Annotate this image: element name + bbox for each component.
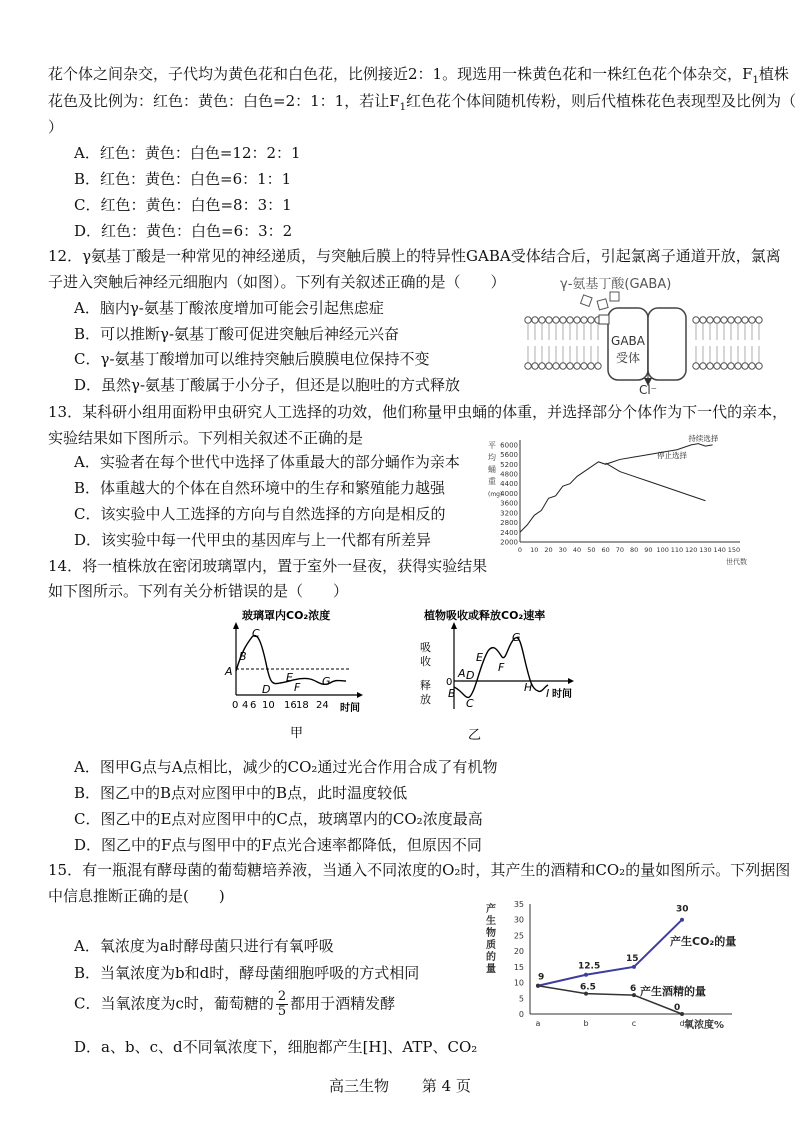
lipid-head: [735, 363, 741, 369]
x-tick-label: 150: [727, 546, 741, 554]
q13-option-b[interactable]: B．体重越大的个体在自然环境中的生存和繁殖能力越强: [74, 479, 446, 497]
q13-option-d[interactable]: D．该实验中每一代甲虫的基因库与上一代都有所差异: [74, 531, 432, 549]
q13-stem-line-2: 实验结果如下图所示。下列相关叙述不正确的是: [48, 429, 364, 447]
lipid-head: [595, 363, 601, 369]
y-tick-label: 6000: [500, 441, 518, 450]
y-label-char: 物: [486, 928, 496, 939]
y-tick-label: 4400: [500, 480, 518, 489]
series-label: 持续选择: [688, 434, 719, 444]
lipid-head: [546, 363, 552, 369]
x-tick-label: 120: [684, 546, 698, 554]
svg-text:E: E: [476, 651, 483, 664]
q15-stem-line-2: 中信息推断正确的是( ): [48, 887, 225, 905]
q12-option-d[interactable]: D．虽然γ-氨基丁酸属于小分子，但还是以胞吐的方式释放: [74, 376, 461, 394]
x-tick-label: 140: [713, 546, 726, 554]
y-tick-label: 3200: [500, 509, 518, 518]
y-label-char: 生: [486, 916, 496, 927]
data-label: 30: [676, 904, 689, 915]
lipid-head: [532, 317, 538, 323]
svg-text:10: 10: [262, 700, 275, 711]
x-axis-label: 氧浓度%: [684, 1020, 725, 1031]
lipid-head: [546, 317, 552, 323]
lipid-head: [721, 317, 727, 323]
y-tick-label: 2800: [500, 519, 518, 528]
svg-text:时间: 时间: [552, 689, 572, 700]
q11-option-a[interactable]: A．红色：黄色：白色=12：2：1: [74, 144, 301, 162]
receptor-right: [648, 308, 686, 380]
lipid-head: [567, 317, 573, 323]
q15-option-d[interactable]: D．a、b、c、d不同氧浓度下，细胞都产生[H]、ATP、CO₂: [74, 1038, 478, 1056]
q12-option-a[interactable]: A．脑内γ-氨基丁酸浓度增加可能会引起焦虑症: [74, 299, 384, 317]
q15-stem-line-1: 15．有一瓶混有酵母菌的葡萄糖培养液，当通入不同浓度的O₂时，其产生的酒精和CO₂的量如图所示。下列据图: [48, 861, 791, 879]
svg-text:0: 0: [232, 700, 239, 711]
q14-option-c[interactable]: C．图乙中的E点对应图甲中的C点，玻璃罩内的CO₂浓度最高: [74, 810, 483, 828]
y-tick-label: 20: [513, 947, 524, 957]
lipid-head: [693, 317, 699, 323]
svg-text:F: F: [294, 681, 301, 694]
lipid-head: [735, 317, 741, 323]
x-tick-label: 50: [587, 546, 596, 554]
svg-text:A: A: [225, 665, 233, 678]
gaba-label: γ-氨基丁酸(GABA): [560, 277, 672, 292]
lipid-head: [728, 317, 734, 323]
svg-text:收: 收: [420, 655, 431, 668]
q15-option-c[interactable]: C．当氧浓度为c时，葡萄糖的 $\frac{2}{5}$ 都用于酒精发酵: [74, 989, 396, 1019]
data-label: 6.5: [580, 982, 596, 993]
svg-text:G: G: [512, 631, 521, 644]
data-label: 6: [630, 984, 637, 995]
svg-text:放: 放: [420, 693, 431, 706]
lipid-head: [525, 363, 531, 369]
x-tick-label: 0: [517, 546, 523, 554]
data-label: 9: [538, 972, 545, 983]
lipid-head: [728, 363, 734, 369]
lipid-head: [588, 363, 594, 369]
q12-option-b[interactable]: B．可以推断γ-氨基丁酸可促进突触后神经元兴奋: [74, 325, 400, 343]
data-point: [584, 973, 588, 977]
lipid-head: [707, 317, 713, 323]
x-tick-label: a: [535, 1019, 541, 1028]
lipid-head: [756, 363, 762, 369]
q12-option-c[interactable]: C．γ-氨基丁酸增加可以维持突触后膜膜电位保持不变: [74, 350, 430, 368]
fig-b-title: 植物吸收或释放CO₂速率: [424, 609, 546, 622]
lipid-head: [714, 317, 720, 323]
lipid-head: [539, 317, 545, 323]
svg-text:6: 6: [250, 700, 257, 711]
x-axis-label: 世代数: [726, 558, 747, 566]
footer-page-number: 第 4 页: [421, 1077, 471, 1095]
yeast-respiration-chart: [482, 896, 752, 1044]
lipid-head: [588, 317, 594, 323]
y-tick-label: 10: [513, 978, 524, 988]
svg-text:I: I: [546, 687, 550, 700]
svg-text:C: C: [466, 697, 474, 710]
y-label-char: 重: [488, 477, 496, 486]
lipid-head: [574, 363, 580, 369]
svg-text:16: 16: [284, 700, 297, 711]
y-label-char: 的: [486, 952, 496, 963]
q11-stem-line-2: 花色及比例为：红色：黄色：白色=2：1：1，若让$F_1$红色花个体间随机传粉，则后代植株花色表现型及比例为（: [48, 92, 796, 113]
lipid-head: [553, 363, 559, 369]
x-tick-label: 60: [601, 546, 610, 554]
lipid-head: [693, 363, 699, 369]
data-point: [680, 918, 684, 922]
y-tick-label: 0: [518, 1010, 524, 1019]
lipid-head: [567, 363, 573, 369]
svg-text:F: F: [498, 661, 505, 674]
svg-text:时间: 时间: [340, 703, 360, 714]
lipid-head: [581, 363, 587, 369]
lipid-head: [700, 363, 706, 369]
x-tick-label: 40: [572, 546, 582, 554]
lipid-head: [532, 363, 538, 369]
lipid-head: [721, 363, 727, 369]
x-tick-label: 100: [656, 546, 669, 554]
y-label-char: 均: [488, 453, 496, 462]
data-point: [632, 965, 636, 969]
svg-text:B: B: [448, 687, 456, 700]
data-label: 15: [626, 953, 639, 964]
page-footer: [0, 1075, 800, 1096]
q13-option-c[interactable]: C．该实验中人工选择的方向与自然选择的方向是相反的: [74, 505, 446, 523]
lipid-head: [581, 317, 587, 323]
y-tick-label: 2000: [500, 538, 518, 547]
data-point: [680, 1012, 684, 1016]
q12-stem-line-1: 12．γ氨基丁酸是一种常见的神经递质，与突触后膜上的特异性GABA受体结合后，引起氯离子通道开放，氯离: [48, 247, 781, 265]
q13-stem-line-1: 13．某科研小组用面粉甲虫研究人工选择的功效，他们称量甲虫蛹的体重，并选择部分个体作为下一代的亲本，: [48, 403, 788, 421]
svg-text:0: 0: [446, 677, 453, 688]
fig-a-title: 玻璃罩内CO₂浓度: [242, 609, 331, 622]
svg-text:受体: 受体: [615, 351, 641, 365]
y-tick-label: 30: [513, 915, 524, 925]
y-tick-label: 3600: [500, 499, 518, 508]
lipid-head: [707, 363, 713, 369]
svg-text:释: 释: [420, 679, 431, 692]
svg-text:吸: 吸: [420, 641, 431, 654]
svg-text:C: C: [252, 627, 260, 640]
y-tick-label: 25: [513, 931, 524, 941]
q12-stem-line-2: 子进入突触后神经元细胞内（如图）。下列有关叙述正确的是（ ）: [48, 273, 506, 291]
lipid-head: [756, 317, 762, 323]
q14-stem-line-2: 如下图所示。下列有关分析错误的是（ ）: [48, 582, 349, 600]
co2-rate-chart: [418, 605, 583, 745]
x-tick-label: 10: [530, 546, 539, 554]
y-tick-label: 2400: [500, 528, 518, 537]
lipid-head: [749, 363, 755, 369]
data-label: 0: [674, 1003, 681, 1013]
svg-text:18: 18: [296, 700, 309, 711]
series-line-1: [538, 920, 682, 986]
y-tick-label: 5600: [500, 451, 518, 460]
lipid-head: [742, 363, 748, 369]
fig-b-caption: 乙: [468, 728, 482, 743]
q11-option-d[interactable]: D．红色：黄色：白色=6：3：2: [74, 222, 293, 240]
lipid-head: [749, 317, 755, 323]
q11-option-c[interactable]: C．红色：黄色：白色=8：3：1: [74, 196, 292, 214]
x-tick-label: 90: [644, 546, 653, 554]
x-tick-label: 80: [629, 546, 639, 554]
svg-text:24: 24: [316, 700, 329, 711]
x-tick-label: 30: [558, 546, 567, 554]
lipid-head: [700, 317, 706, 323]
svg-text:GABA: GABA: [611, 334, 645, 348]
svg-text:A: A: [458, 667, 466, 680]
x-tick-label: d: [679, 1019, 685, 1028]
series-label: 停止选择: [656, 451, 687, 461]
series-line-2: [606, 463, 706, 501]
svg-text:Cl⁻: Cl⁻: [638, 383, 658, 397]
svg-text:D: D: [262, 683, 271, 696]
svg-text:4: 4: [242, 700, 249, 711]
q11-stem-line-1: 花个体之间杂交，子代均为黄色花和白色花，比例接近2：1。现选用一株黄色花和一株红色花个体杂交，$F_1$植株: [48, 65, 789, 86]
svg-text:B: B: [239, 650, 247, 663]
lipid-head: [553, 317, 559, 323]
lipid-head: [560, 363, 566, 369]
y-tick-label: 5: [518, 994, 524, 1004]
svg-text:H: H: [524, 681, 533, 694]
fraction: $\frac{2}{5}$: [277, 989, 287, 1019]
y-tick-label: 4800: [500, 470, 518, 479]
y-label-char: 产: [486, 904, 496, 915]
co2-concentration-chart: [222, 605, 372, 745]
svg-text:D: D: [466, 669, 475, 682]
q11-stem-line-3: ）: [48, 118, 64, 136]
x-tick-label: 70: [615, 546, 625, 554]
x-tick-label: 110: [670, 546, 684, 554]
gaba-receptor-figure: [520, 270, 770, 400]
y-tick-label: 35: [513, 900, 524, 909]
lipid-head: [742, 317, 748, 323]
y-label-char: 质: [486, 940, 496, 951]
footer-subject: 高三生物: [329, 1077, 390, 1095]
x-tick-label: 130: [699, 546, 712, 554]
y-tick-label: 4000: [500, 489, 518, 498]
q15-option-a[interactable]: A．氧浓度为a时酵母菌只进行有氧呼吸: [74, 937, 334, 955]
lipid-head: [539, 363, 545, 369]
q13-option-a[interactable]: A．实验者在每个世代中选择了体重最大的部分蛹作为亲本: [74, 453, 460, 471]
x-tick-label: c: [631, 1019, 637, 1028]
lipid-head: [714, 363, 720, 369]
q14-option-d[interactable]: D．图乙中的F点与图甲中的F点光合速率都降低，但原因不同: [74, 836, 482, 854]
fig-a-caption: 甲: [290, 726, 304, 741]
lipid-head: [560, 317, 566, 323]
q11-option-b[interactable]: B．红色：黄色：白色=6：1：1: [74, 170, 292, 188]
series-label: 产生酒精的量: [640, 985, 706, 999]
x-tick-label: 20: [544, 546, 553, 554]
y-label-char: 蛹: [488, 465, 496, 474]
svg-text:E: E: [286, 671, 293, 684]
q14-stem-line-1: 14．将一植株放在密闭玻璃罩内，置于室外一昼夜，获得实验结果: [48, 557, 488, 575]
y-label-char: 量: [486, 964, 496, 975]
data-point: [536, 984, 540, 988]
y-tick-label: 15: [513, 962, 524, 972]
beetle-weight-chart: [484, 432, 764, 568]
data-label: 12.5: [578, 961, 601, 972]
series-label: 产生CO₂的量: [670, 934, 737, 948]
y-label-char: (mg): [488, 491, 503, 498]
lipid-head: [525, 317, 531, 323]
x-tick-label: b: [583, 1019, 589, 1028]
y-label-char: 平: [488, 441, 496, 450]
q14-option-a[interactable]: A．图甲G点与A点相比，减少的CO₂通过光合作用合成了有机物: [74, 758, 498, 776]
q15-option-b[interactable]: B．当氧浓度为b和d时，酵母菌细胞呼吸的方式相同: [74, 964, 420, 982]
y-tick-label: 5200: [500, 460, 518, 469]
q14-option-b[interactable]: B．图乙中的B点对应图甲中的B点，此时温度较低: [74, 784, 408, 802]
svg-text:G: G: [322, 675, 331, 688]
lipid-head: [574, 317, 580, 323]
